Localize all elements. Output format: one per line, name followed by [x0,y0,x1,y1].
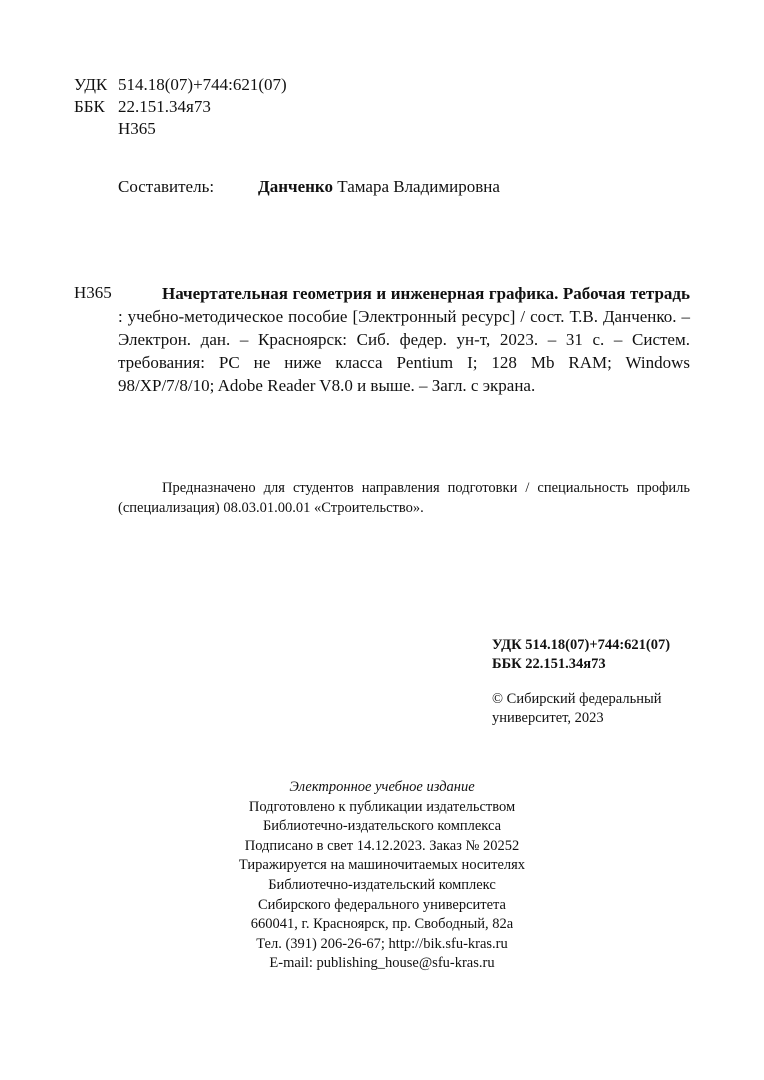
imprint-line: 660041, г. Красноярск, пр. Свободный, 82а [250,916,514,933]
compiler-label: Составитель: [118,177,215,196]
copyright-line-2: университет, 2023 [492,710,604,726]
bibliographic-code: Н365 [74,283,112,302]
bbk-label: ББК [74,97,105,116]
compiler-surname: Данченко [258,177,333,196]
imprint-line: Тел. (391) 206-26-67; http://bik.sfu-kras.ru [256,935,508,952]
classification-codes [74,74,287,140]
right-udk: УДК 514.18(07)+744:621(07) [492,637,671,653]
imprint-block [176,778,588,974]
udk-line [74,74,287,96]
imprint-line: E-mail: publishing_house@sfu-kras.ru [269,955,495,972]
imprint-line: Подготовлено к публикации издательством [248,798,516,815]
imprint-line: Библиотечно-издательский комплекс [268,876,496,893]
right-classification-codes [492,636,670,674]
imprint-line: Подписано в свет 14.12.2023. Заказ № 20252 [244,837,520,854]
imprint-title: Электронное учебное издание [289,779,475,795]
copyright-notice [492,690,661,728]
udk-label: УДК [74,75,108,94]
imprint-line: Библиотечно-издательского комплекса [262,818,502,835]
imprint-line: Сибирского федерального университета [258,896,506,913]
book-description: : учебно-методическое пособие [Электронный ресурс] / сост. Т.В. Данченко. – Электрон. дан. – Красноярск: Сиб. федер. ун-т, 2023. – 31 с. – Систем. требования: PC не ниже класса Pentium I; 128 Mb RAM; Windows 98/XP/7/8/10; Adobe Reader V8.0 и выше. – Загл. с экрана. [118,307,690,395]
bbk-value: 22.151.34я73 [118,97,211,116]
author-code: Н365 [118,119,156,138]
bbk-line [74,96,287,118]
compiler-name: Тамара Владимировна [333,177,500,196]
compiler-line [118,176,500,198]
imprint-line: Тиражируется на машиночитаемых носителях [238,857,526,874]
purpose-note: Предназначено для студентов направления подготовки / специальность профиль (специализация) 08.03.01.00.01 «Строительство». [118,480,690,516]
copyright-line-1: © Сибирский федеральный [492,691,662,707]
udk-value: 514.18(07)+744:621(07) [118,75,287,94]
right-bbk: ББК 22.151.34я73 [492,656,606,672]
book-title: Начертательная геометрия и инженерная графика. Рабочая тетрадь [162,284,690,303]
bibliographic-description [118,282,690,397]
